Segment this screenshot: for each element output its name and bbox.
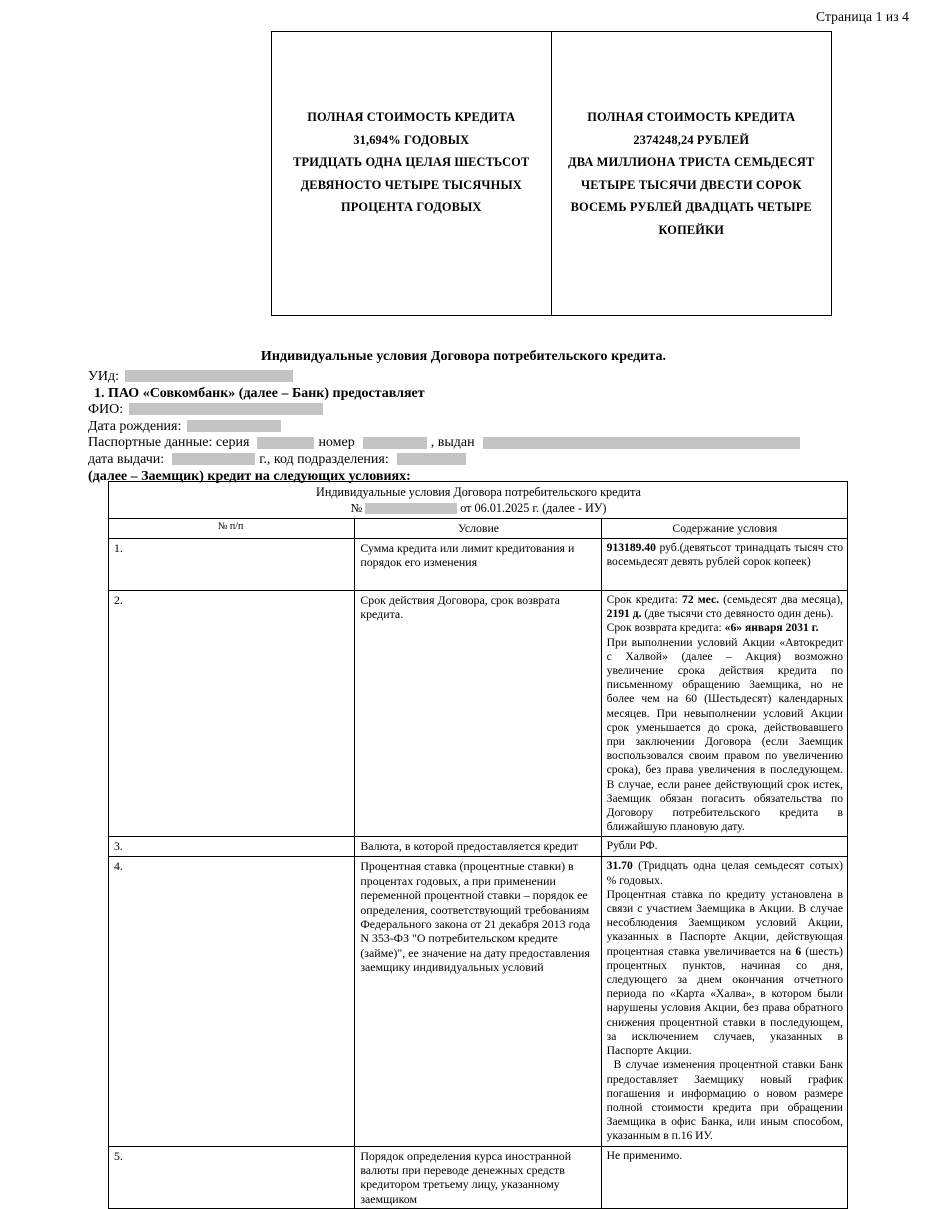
psk-percent-line-3: ТРИДЦАТЬ ОДНА ЦЕЛАЯ ШЕСТЬСОТ	[293, 155, 530, 169]
psk-rubles-line-1: ПОЛНАЯ СТОИМОСТЬ КРЕДИТА	[587, 110, 796, 124]
row-2-number: 2.	[109, 591, 355, 837]
row-1-condition: Сумма кредита или лимит кредитования и порядок его изменения	[355, 539, 601, 591]
issue-date-row	[88, 452, 888, 469]
table-row	[109, 1146, 848, 1209]
row-2-condition: Срок действия Договора, срок возврата кредита.	[355, 591, 601, 837]
issue-date-label: дата выдачи:	[88, 451, 165, 467]
contract-number-redacted-value	[365, 503, 457, 514]
row-1-number: 1.	[109, 539, 355, 591]
row-4-promo-text-b: (шесть) процентных пунктов, начиная со дня, следующего за днем окончания отчетного периода по «Карта «Халва», в котором были нарушены условия Акции, без права обратного снижения процентной ставки в последующем, за исключением случаев, указанных в Паспорте Акции.	[606, 944, 843, 1058]
table-row	[109, 837, 848, 857]
psk-rubles-line-6: КОПЕЙКИ	[658, 222, 725, 237]
row-2-return-date: «6» января 2031 г.	[724, 621, 819, 635]
psk-box-percent	[271, 31, 552, 316]
row-3-content	[601, 837, 847, 857]
passport-label: Паспортные данные: серия	[88, 435, 250, 451]
row-2-return-paragraph	[607, 621, 843, 635]
row-1-content	[601, 539, 847, 591]
department-code-label: г., код подразделения:	[259, 451, 389, 467]
row-4-change-paragraph: В случае изменения процентной ставки Банк предоставляет Заемщику новый график погашения и информацию о новом размере полной стоимости кредита при обращении Заемщика в офис Банка, или иным способом, указанным в п.16 ИУ.	[606, 1058, 843, 1143]
row-4-content	[601, 857, 847, 1146]
row-5-number: 5.	[109, 1146, 355, 1209]
birthdate-redacted-value	[187, 420, 281, 432]
row-3-number: 3.	[109, 837, 355, 857]
row-2-return-label: Срок возврата кредита:	[606, 621, 725, 635]
row-5-content	[601, 1146, 847, 1209]
row-2-term-days: 2191 д.	[606, 607, 642, 621]
uid-redacted-value	[125, 370, 293, 382]
document-title: Индивидуальные условия Договора потребительского кредита.	[260, 349, 667, 364]
borrower-conditions-line: (далее – Заемщик) кредит на следующих условиях:	[88, 468, 411, 484]
fio-row	[88, 402, 888, 419]
row-2-promo-paragraph: При выполнении условий Акции «Автокредит с Халвой» (далее – Акция) возможно увеличение срока действия кредита по письменному обращению Заемщика, но не более чем на 60 (Шестьдесят) календарных месяцев. При невыполнении условий Акции срок уменьшается до срока, действовавшего при заключении Договора (если Заемщик воспользовался своим правом по увеличению срока), без права увеличения в последующем. В случае, если ранее действующий срок истек, Заемщик обязан погасить обязательства по Договору потребительского кредита в ближайшую плановую дату.	[606, 635, 843, 834]
row-4-promo-increase-points: 6	[795, 944, 802, 958]
passport-number-label: номер	[318, 435, 355, 451]
row-2-term-months: 72 мес.	[682, 593, 720, 606]
passport-number-redacted-value	[363, 437, 427, 449]
row-5-not-applicable: Не применимо.	[606, 1148, 683, 1162]
table-title-line1: Индивидуальные условия Договора потребительского кредита	[316, 485, 641, 499]
fio-label: ФИО:	[88, 402, 124, 418]
birthdate-row	[88, 419, 888, 436]
row-1-amount-paragraph	[607, 541, 843, 569]
psk-percent-line-5: ПРОЦЕНТА ГОДОВЫХ	[340, 200, 482, 214]
row-1-amount-value: 913189.40	[606, 541, 656, 554]
column-header-number: № п/п	[109, 519, 355, 539]
psk-box-rubles	[552, 31, 833, 316]
contract-number-prefix: №	[350, 501, 363, 515]
column-header-condition: Условие	[355, 519, 601, 539]
row-4-rate-paragraph	[607, 859, 843, 887]
row-5-condition: Порядок определения курса иностранной валюты при переводе денежных средств кредитором третьему лицу, указанному заемщиком	[355, 1146, 601, 1209]
birthdate-label: Дата рождения:	[88, 418, 182, 434]
uid-row	[88, 369, 888, 386]
psk-percent-line-1: ПОЛНАЯ СТОИМОСТЬ КРЕДИТА	[307, 110, 516, 124]
table-title-row	[109, 482, 848, 519]
row-2-term-label: Срок кредита:	[606, 593, 683, 606]
page-number: Страница 1 из 4	[816, 9, 909, 24]
passport-series-redacted-value	[257, 437, 314, 449]
issue-date-redacted-value	[172, 453, 255, 465]
contract-date: от 06.01.2025 г. (далее - ИУ)	[460, 501, 607, 515]
individual-conditions-table	[108, 481, 848, 1209]
psk-percent-line-4: ДЕВЯНОСТО ЧЕТЫРЕ ТЫСЯЧНЫХ	[300, 177, 522, 192]
fio-redacted-value	[129, 403, 323, 415]
table-row	[109, 857, 848, 1146]
row-2-content	[601, 591, 847, 837]
passport-row	[88, 435, 888, 452]
psk-rubles-line-4: ЧЕТЫРЕ ТЫСЯЧИ ДВЕСТИ СОРОК	[581, 177, 802, 192]
uid-label: УИд:	[88, 369, 120, 384]
column-header-content: Содержание условия	[601, 519, 847, 539]
table-title-cell	[109, 482, 848, 519]
table-header-row	[109, 519, 848, 539]
row-4-condition: Процентная ставка (процентные ставки) в процентах годовых, а при применении переменной процентной ставки – порядок ее определения, соответствующий требованиям Федерального закона от 21 декабря 2013 года N 353-ФЗ "О потребительском кредите (займе)", ее значение на дату предоставления заемщику индивидуальных условий	[355, 857, 601, 1146]
row-3-currency: Рубли РФ.	[606, 839, 658, 853]
psk-rubles-line-5: ВОСЕМЬ РУБЛЕЙ ДВАДЦАТЬ ЧЕТЫРЕ	[570, 200, 812, 214]
row-4-rate-words: (Тридцать одна целая семьдесят сотых) % годовых.	[606, 859, 843, 887]
row-2-term-months-words: (семьдесят два месяца),	[719, 593, 843, 606]
table-row	[109, 539, 848, 591]
row-4-promo-text-a: Процентная ставка по кредиту установлена в связи с участием Заемщика в Акции. В случае несоблюдения Заемщиком условий Акции, указанных в Паспорте Акции, действующая процентная ставка увеличивается на	[606, 887, 843, 958]
row-4-promo-paragraph	[607, 888, 843, 1058]
psk-rubles-line-3: ДВА МИЛЛИОНА ТРИСТА СЕМЬДЕСЯТ	[568, 155, 815, 169]
borrower-identity-block	[88, 369, 888, 485]
row-3-condition: Валюта, в которой предоставляется кредит	[355, 837, 601, 857]
row-4-number: 4.	[109, 857, 355, 1146]
row-1-amount-words: руб.(девятьсот тринадцать тысяч сто восемьдесят девять рублей сорок копеек)	[606, 541, 843, 569]
psk-rubles-line-2: 2374248,24 РУБЛЕЙ	[633, 132, 750, 147]
table-row	[109, 591, 848, 837]
bank-provides-line: 1. ПАО «Совкомбанк» (далее – Банк) предоставляет	[94, 385, 425, 401]
psk-percent-line-2: 31,694% ГОДОВЫХ	[353, 132, 470, 147]
table-title-line2	[114, 500, 843, 516]
row-4-rate-value: 31.70	[606, 859, 633, 873]
row-2-term-paragraph	[607, 593, 843, 621]
row-2-term-days-words: (две тысячи сто девяносто один день).	[641, 607, 834, 621]
passport-issued-label: , выдан	[430, 435, 475, 451]
total-credit-cost-boxes	[271, 31, 832, 316]
passport-issuer-redacted-value	[483, 437, 800, 449]
department-code-redacted-value	[397, 453, 466, 465]
